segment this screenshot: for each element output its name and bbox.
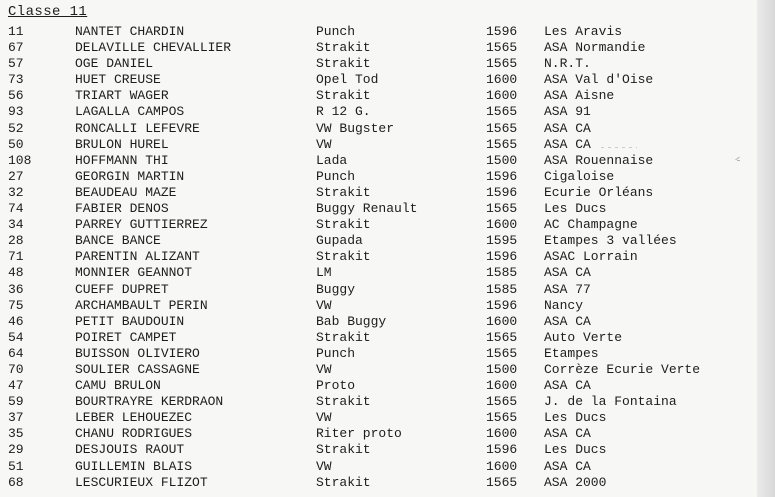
engine-class: 1596: [486, 24, 518, 39]
car-model: VW: [316, 458, 332, 474]
car-model: Buggy: [316, 281, 356, 297]
entry-row: [0, 410, 757, 426]
engine-class: 1565: [486, 345, 518, 361]
engine-class: 1600: [486, 426, 518, 442]
entry-number: 71: [8, 249, 24, 265]
entry-row: [0, 442, 757, 458]
crew-names: TRIART WAGER: [75, 88, 169, 104]
engine-class: 1596: [486, 442, 518, 458]
crew-names: LEBER LEHOUEZEC: [75, 410, 193, 426]
crew-names: BANCE BANCE: [75, 233, 161, 249]
entry-row: [0, 137, 757, 153]
engine-class: 1596: [486, 168, 518, 184]
club-name: ASA Val d'Oise: [544, 72, 654, 88]
engine-class: 1565: [486, 120, 518, 136]
engine-class: 1565: [486, 410, 518, 426]
entry-row: [0, 265, 757, 281]
club-name: Cigaloise: [544, 168, 615, 184]
entry-row: [0, 346, 757, 362]
entry-row: [0, 426, 757, 442]
engine-class: 1600: [486, 378, 518, 394]
car-model: Strakit: [316, 394, 371, 410]
crew-names: PARENTIN ALIZANT: [75, 249, 200, 265]
entry-row: [0, 217, 757, 233]
car-model: Strakit: [316, 217, 371, 233]
entry-row: [0, 314, 757, 330]
car-model: Strakit: [316, 249, 371, 265]
engine-class: 1565: [486, 474, 518, 490]
club-name: Les Aravis: [544, 24, 623, 39]
engine-class: 1596: [486, 184, 518, 200]
entry-row: [0, 88, 757, 104]
club-name: ASA CA: [544, 458, 591, 474]
scan-artifact: [737, 160, 740, 161]
car-model: LM: [316, 265, 332, 281]
entry-number: 29: [8, 442, 24, 458]
club-name: ASA Normandie: [544, 40, 646, 56]
crew-names: CHANU RODRIGUES: [75, 426, 193, 442]
entry-list: [0, 24, 757, 491]
car-model: Proto: [316, 378, 356, 394]
club-name: ASAC Lorrain: [544, 249, 638, 265]
entry-number: 35: [8, 426, 24, 442]
car-model: Strakit: [316, 184, 371, 200]
crew-names: DESJOUIS RAOUT: [75, 442, 185, 458]
car-model: VW: [316, 136, 332, 152]
entry-number: 67: [8, 40, 24, 56]
engine-class: 1600: [486, 313, 518, 329]
club-name: J. de la Fontaina: [544, 394, 677, 410]
entry-row: [0, 185, 757, 201]
engine-class: 1500: [486, 361, 518, 377]
crew-names: SOULIER CASSAGNE: [75, 361, 200, 377]
crew-names: DELAVILLE CHEVALLIER: [75, 40, 232, 56]
car-model: Gupada: [316, 233, 363, 249]
crew-names: BRULON HUREL: [75, 136, 169, 152]
crew-names: HUET CREUSE: [75, 72, 161, 88]
entry-number: 74: [8, 201, 24, 217]
engine-class: 1565: [486, 201, 518, 217]
car-model: Punch: [316, 168, 356, 184]
entry-row: [0, 201, 757, 217]
crew-names: CAMU BRULON: [75, 378, 161, 394]
entry-number: 57: [8, 56, 24, 72]
entry-number: 54: [8, 329, 24, 345]
car-model: Riter proto: [316, 426, 402, 442]
club-name: Corrèze Ecurie Verte: [544, 361, 701, 377]
car-model: VW: [316, 361, 332, 377]
engine-class: 1585: [486, 281, 518, 297]
entry-number: 48: [8, 265, 24, 281]
entry-number: 46: [8, 313, 24, 329]
engine-class: 1600: [486, 72, 518, 88]
entry-row: [0, 249, 757, 265]
club-name: ASA CA: [544, 136, 591, 152]
club-name: Etampes: [544, 345, 599, 361]
car-model: Strakit: [316, 88, 371, 104]
crew-names: MONNIER GEANNOT: [75, 265, 193, 281]
entry-number: 64: [8, 345, 24, 361]
car-model: Bab Buggy: [316, 313, 387, 329]
engine-class: 1565: [486, 104, 518, 120]
crew-names: POIRET CAMPET: [75, 329, 177, 345]
engine-class: 1600: [486, 458, 518, 474]
crew-names: BOURTRAYRE KERDRAON: [75, 394, 224, 410]
crew-names: GUILLEMIN BLAIS: [75, 458, 193, 474]
entry-row: [0, 40, 757, 56]
car-model: Buggy Renault: [316, 201, 418, 217]
entry-number: 32: [8, 184, 24, 200]
engine-class: 1565: [486, 40, 518, 56]
entry-number: 73: [8, 72, 24, 88]
entry-number: 59: [8, 394, 24, 410]
entry-row: [0, 104, 757, 120]
entry-number: 70: [8, 361, 24, 377]
entry-number: 51: [8, 458, 24, 474]
engine-class: 1565: [486, 394, 518, 410]
engine-class: 1600: [486, 88, 518, 104]
crew-names: NANTET CHARDIN: [75, 24, 185, 39]
crew-names: OGE DANIEL: [75, 56, 154, 72]
club-name: Ecurie Orléans: [544, 184, 654, 200]
club-name: ASA CA: [544, 378, 591, 394]
car-model: Strakit: [316, 442, 371, 458]
entry-row: [0, 298, 757, 314]
club-name: ASA Rouennaise: [544, 152, 654, 168]
club-name: ASA 77: [544, 281, 591, 297]
entry-number: 108: [8, 152, 32, 168]
crew-names: LAGALLA CAMPOS: [75, 104, 185, 120]
entry-number: 34: [8, 217, 24, 233]
entry-row: [0, 475, 757, 491]
club-name: ASA 2000: [544, 474, 607, 490]
car-model: VW Bugster: [316, 120, 395, 136]
crew-names: FABIER DENOS: [75, 201, 169, 217]
club-name: Les Ducs: [544, 442, 607, 458]
entry-row: [0, 24, 757, 40]
entry-row: [0, 153, 757, 169]
crew-names: PARREY GUTTIERREZ: [75, 217, 208, 233]
crew-names: LESCURIEUX FLIZOT: [75, 474, 208, 490]
crew-names: HOFFMANN THI: [75, 152, 169, 168]
car-model: Strakit: [316, 56, 371, 72]
entry-row: [0, 233, 757, 249]
engine-class: 1585: [486, 265, 518, 281]
car-model: Strakit: [316, 40, 371, 56]
car-model: Opel Tod: [316, 72, 379, 88]
engine-class: 1596: [486, 297, 518, 313]
club-name: ASA CA: [544, 313, 591, 329]
club-name: Auto Verte: [544, 329, 623, 345]
entry-number: 47: [8, 378, 24, 394]
car-model: Punch: [316, 24, 356, 39]
crew-names: ARCHAMBAULT PERIN: [75, 297, 208, 313]
entry-number: 52: [8, 120, 24, 136]
club-name: Les Ducs: [544, 201, 607, 217]
entry-number: 36: [8, 281, 24, 297]
car-model: VW: [316, 410, 332, 426]
entry-row: [0, 330, 757, 346]
entry-row: [0, 459, 757, 475]
engine-class: 1596: [486, 249, 518, 265]
entry-number: 50: [8, 136, 24, 152]
club-name: ASA Aisne: [544, 88, 615, 104]
crew-names: GEORGIN MARTIN: [75, 168, 185, 184]
entry-row: [0, 282, 757, 298]
entry-row: [0, 72, 757, 88]
crew-names: BEAUDEAU MAZE: [75, 184, 177, 200]
entry-row: [0, 362, 757, 378]
entry-number: 28: [8, 233, 24, 249]
entry-number: 75: [8, 297, 24, 313]
car-model: Punch: [316, 345, 356, 361]
club-name: ASA CA: [544, 426, 591, 442]
entry-number: 37: [8, 410, 24, 426]
club-name: Les Ducs: [544, 410, 607, 426]
entry-row: [0, 378, 757, 394]
car-model: Lada: [316, 152, 348, 168]
engine-class: 1565: [486, 56, 518, 72]
car-model: Strakit: [316, 329, 371, 345]
crew-names: CUEFF DUPRET: [75, 281, 169, 297]
club-name: Nancy: [544, 297, 584, 313]
club-name: ASA 91: [544, 104, 591, 120]
scan-artifact: [601, 147, 637, 148]
entry-number: 11: [8, 24, 24, 39]
scan-edge-shadow: [757, 0, 775, 497]
entry-number: 27: [8, 168, 24, 184]
entry-number: 56: [8, 88, 24, 104]
club-name: N.R.T.: [544, 56, 591, 72]
car-model: R 12 G.: [316, 104, 371, 120]
engine-class: 1500: [486, 152, 518, 168]
engine-class: 1565: [486, 136, 518, 152]
engine-class: 1565: [486, 329, 518, 345]
club-name: AC Champagne: [544, 217, 638, 233]
club-name: ASA CA: [544, 120, 591, 136]
engine-class: 1595: [486, 233, 518, 249]
club-name: ASA CA: [544, 265, 591, 281]
club-name: Etampes 3 vallées: [544, 233, 677, 249]
crew-names: PETIT BAUDOUIN: [75, 313, 185, 329]
engine-class: 1600: [486, 217, 518, 233]
entry-row: [0, 121, 757, 137]
entry-number: 93: [8, 104, 24, 120]
entry-row: [0, 394, 757, 410]
entry-row: [0, 56, 757, 72]
crew-names: RONCALLI LEFEVRE: [75, 120, 200, 136]
document-title: Classe 11: [8, 4, 88, 20]
entry-number: 68: [8, 474, 24, 490]
car-model: Strakit: [316, 474, 371, 490]
crew-names: BUISSON OLIVIERO: [75, 345, 200, 361]
entry-row: [0, 169, 757, 185]
car-model: VW: [316, 297, 332, 313]
